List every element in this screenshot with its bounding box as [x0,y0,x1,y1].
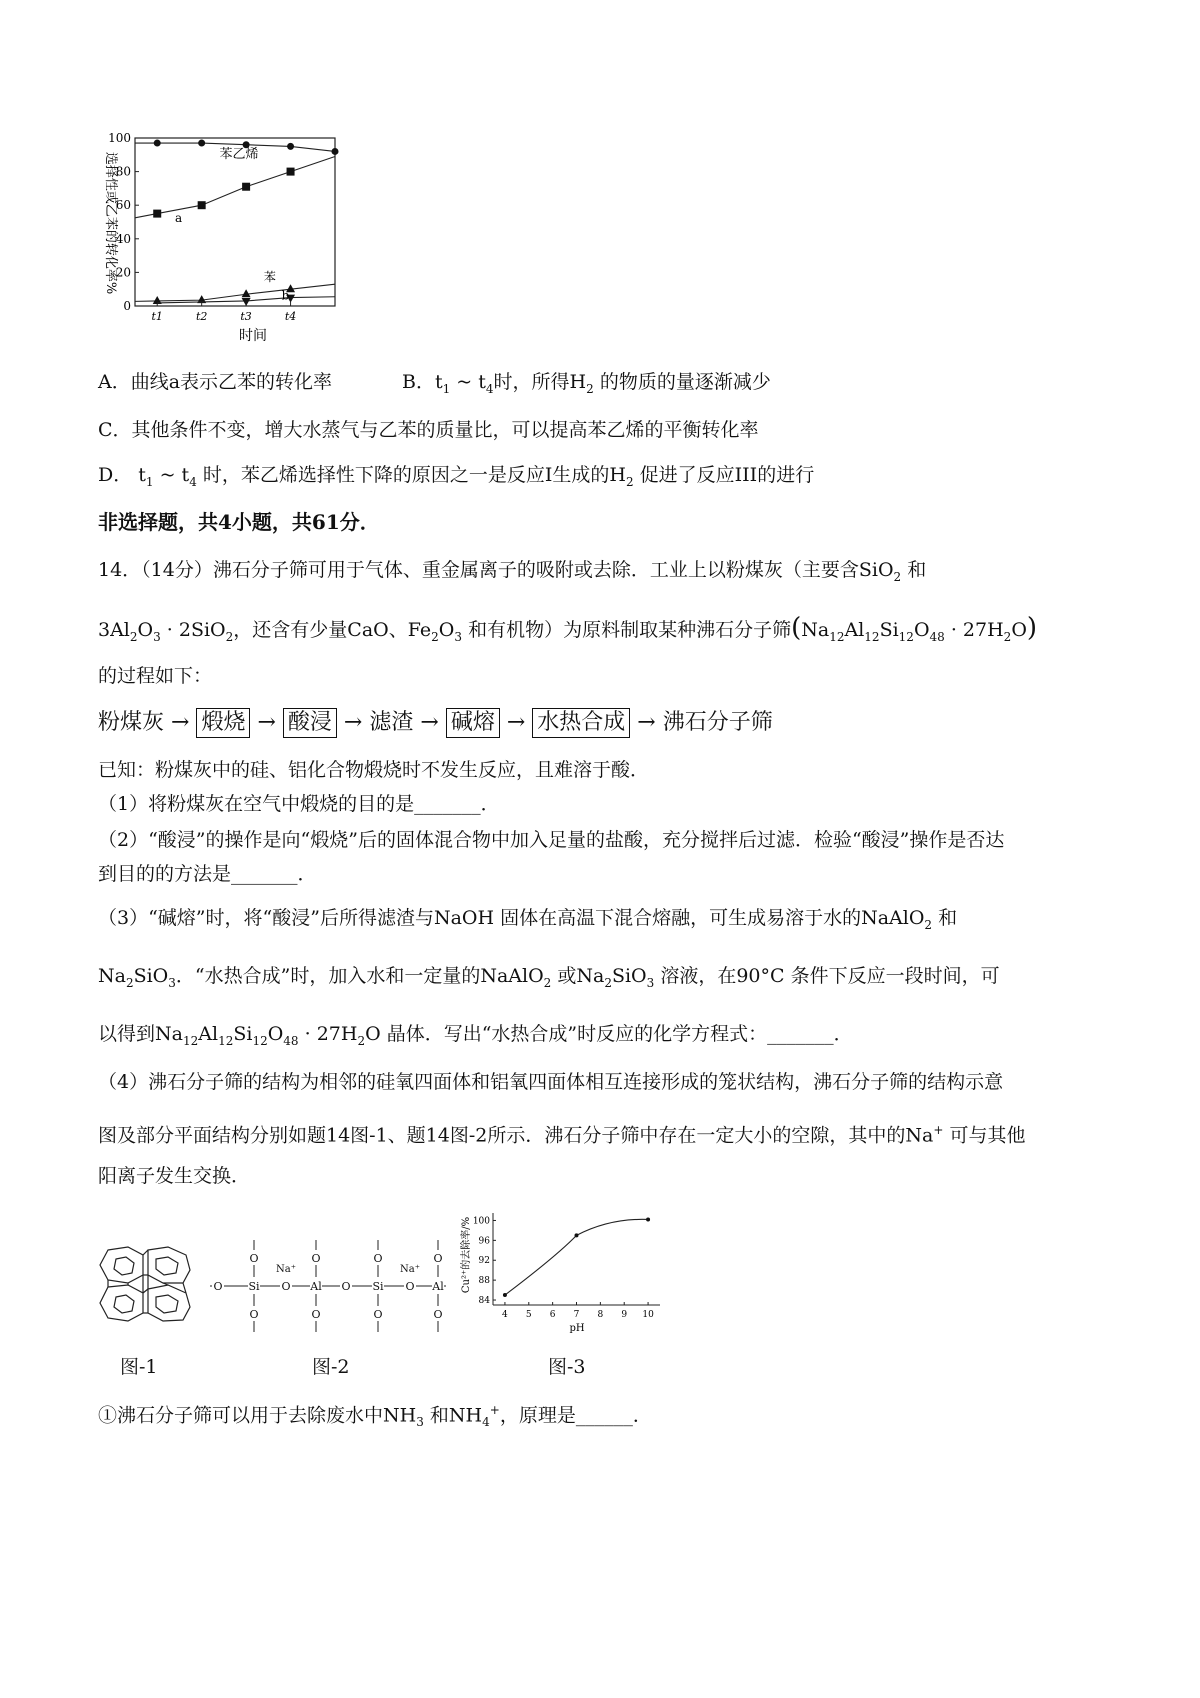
chart1-point [198,140,205,147]
chart1-ytick-label: 0 [123,299,131,313]
chart3-xtick-label: 7 [573,1310,580,1320]
chart1-xlabel: 时间 [239,328,267,344]
chart3-xtick-label: 4 [502,1310,508,1320]
chart1-point [287,143,294,150]
chart1-ytick-label: 20 [115,265,131,280]
fig2-atom: O [281,1280,291,1293]
q14-part4-sub1: ①沸石分子筛可以用于去除废水中$NH_3$ 和$NH_4^+$，原理是______． [98,1403,652,1430]
fig2-atom: Si [248,1280,260,1293]
chart1-ytick-label: 60 [115,198,131,213]
fig2-caption: 图-2 [312,1356,350,1378]
flow-step-acid-leach: 酸浸 [283,708,337,738]
chart1-xtick-label: t3 [240,310,252,323]
fig2-atom: O [405,1280,415,1293]
fig2-atom: O [433,1252,443,1265]
fig2-atom: Al [432,1280,444,1293]
option-b: B．$t_1$ ~ $t_4$时，所得$H_2$ 的物质的量逐渐减少 [402,371,771,396]
chart1-ytick-label: 100 [108,131,131,145]
chart3-ytick-label: 84 [478,1296,490,1307]
chart3-ytick-label: 96 [478,1236,490,1247]
q14-part3-line2: $Na_2SiO_3$．“水热合成”时，加入水和一定量的NaAlO$_2$ 或$Na_2SiO_3$ 溶液，在90°C 条件下反应一段时间，可 [98,965,1000,990]
chart1-point [198,201,206,209]
q14-intro-line1: 14．（14分）沸石分子筛可用于气体、重金属离子的吸附或去除．工业上以粉煤灰（主要含SiO$_2$ 和 [98,559,927,584]
chart1-point [153,210,161,218]
chart3-ytick-label: 88 [478,1276,490,1287]
chart1-point [332,148,339,155]
chart1-point [287,168,295,176]
q14-part1: （1）将粉煤灰在空气中煅烧的目的是_______． [98,793,500,815]
fig2-atom: Al [310,1280,322,1293]
chart3-series-line [505,1219,648,1295]
fig2-atom: Si [372,1280,384,1293]
chart1-point [242,183,250,191]
chart3-xtick-label: 8 [597,1310,604,1320]
fig2-atom: O [249,1252,259,1265]
chart3-point [646,1217,650,1221]
chart-selectivity-conversion [95,128,385,358]
chart1-plot-area [108,131,338,323]
section-title: 非选择题，共4小题，共61分． [98,510,380,534]
chart3-ytick-label: 92 [478,1256,490,1267]
fig2-atom: O [341,1280,351,1293]
q14-intro-line2: $3Al_2O_3 \cdot 2SiO_2$，还含有少量CaO、$Fe_2O_3$ 和有机物）为原料制取某种沸石分子筛$(Na_{12}Al_{12}Si_{12}O_{48} \cdot 27H_2O)$ [98,613,1038,644]
chart3-ylabel: Cu²⁺的去除率/% [461,1216,472,1294]
fig2-atom: O [373,1308,383,1321]
chart1-series-line [135,156,335,217]
chart1-series-line [135,284,335,301]
option-c: C．其他条件不变，增大水蒸气与乙苯的质量比，可以提高苯乙烯的平衡转化率 [98,419,759,441]
chart3-plot-area [473,1213,660,1320]
fig3-caption: 图-3 [548,1356,586,1378]
chart-cu-removal-ph [455,1205,670,1335]
chart1-series-label: a [175,211,183,225]
option-a: A．曲线a表示乙苯的转化率 [98,371,333,393]
chart3-xtick-label: 10 [642,1310,654,1320]
chart3-xtick-label: 5 [525,1310,532,1320]
chart3-xtick-label: 6 [549,1310,556,1320]
fig2-atom: O [249,1308,259,1321]
q14-part4-line3: 阳离子发生交换． [98,1165,251,1187]
fig2-sodium-ion: Na⁺ [400,1264,420,1275]
known-info: 已知：粉煤灰中的硅、铝化合物煅烧时不发生反应，且难溶于酸． [98,759,650,781]
q14-part4-line2: 图及部分平面结构分别如题14图-1、题14图-2所示．沸石分子筛中存在一定大小的空隙，其中的Na+ 可与其他 [98,1123,1026,1147]
q14-part3-line1: （3）“碱熔”时，将“酸浸”后所得滤渣与NaOH 固体在高温下混合熔融，可生成易溶于水的NaAlO$_2$ 和 [98,907,958,932]
q14-part2-line1: （2）“酸浸”的操作是向“煅烧”后的固体混合物中加入足量的盐酸，充分搅拌后过滤．检验“酸浸”操作是否达 [98,829,1005,851]
flow-step-calcine: 煅烧 [196,708,250,738]
fig2-atom: O [311,1252,321,1265]
chart1-series-label: 苯 [263,269,276,284]
q14-intro-line3: 的过程如下： [98,665,213,687]
flow-step-alkali-fusion: 碱熔 [446,708,500,738]
fig2-atom: O [373,1252,383,1265]
fig2-atom: O [213,1280,223,1293]
chart1-xtick-label: t4 [284,310,297,323]
process-flow: 粉煤灰 → 煅烧 → 酸浸 → 滤渣 → 碱熔 → 水热合成 → 沸石分子筛 [98,708,773,738]
chart1-ytick-label: 80 [115,164,131,179]
fig2-planar-structure [208,1232,448,1342]
q14-part3-line3: 以得到$Na_{12}Al_{12}Si_{12}O_{48} \cdot 27H_2O$ 晶体．写出“水热合成”时反应的化学方程式：_______． [98,1023,853,1048]
chart1-xtick-label: t1 [151,310,163,323]
chart1-ylabel: 选择性或乙苯的转化率% [103,151,118,295]
chart3-xtick-label: 9 [621,1310,628,1320]
chart3-point [503,1293,507,1297]
chart1-point [242,298,251,306]
q14-part2-line2: 到目的的方法是_______． [98,863,317,885]
option-d: D． $t_1$ ~ $t_4$ 时，苯乙烯选择性下降的原因之一是反应I生成的$H_2$ 促进了反应III的进行 [98,464,815,489]
fig1-zeolite-cage-drawing [98,1245,198,1325]
chart1-point [242,289,251,297]
chart1-series-label: 苯乙烯 [219,147,259,163]
chart1-series-label: b [281,288,290,303]
flow-step-hydrothermal: 水热合成 [532,708,630,738]
q14-part4-line1: （4）沸石分子筛的结构为相邻的硅氧四面体和铝氧四面体相互连接形成的笼状结构，沸石分子筛的结构示意 [98,1071,1004,1093]
chart3-xlabel: pH [569,1323,585,1334]
chart3-point [575,1233,579,1237]
chart1-xtick-label: t2 [195,310,208,323]
fig2-sodium-ion: Na⁺ [276,1264,296,1275]
chart3-ytick-label: 100 [472,1216,490,1227]
chart1-frame [135,138,335,306]
chart1-point [154,140,161,147]
fig2-atom: O [311,1308,321,1321]
fig1-caption: 图-1 [120,1356,158,1378]
fig2-atom: O [433,1308,443,1321]
chart1-ytick-label: 40 [115,231,131,246]
